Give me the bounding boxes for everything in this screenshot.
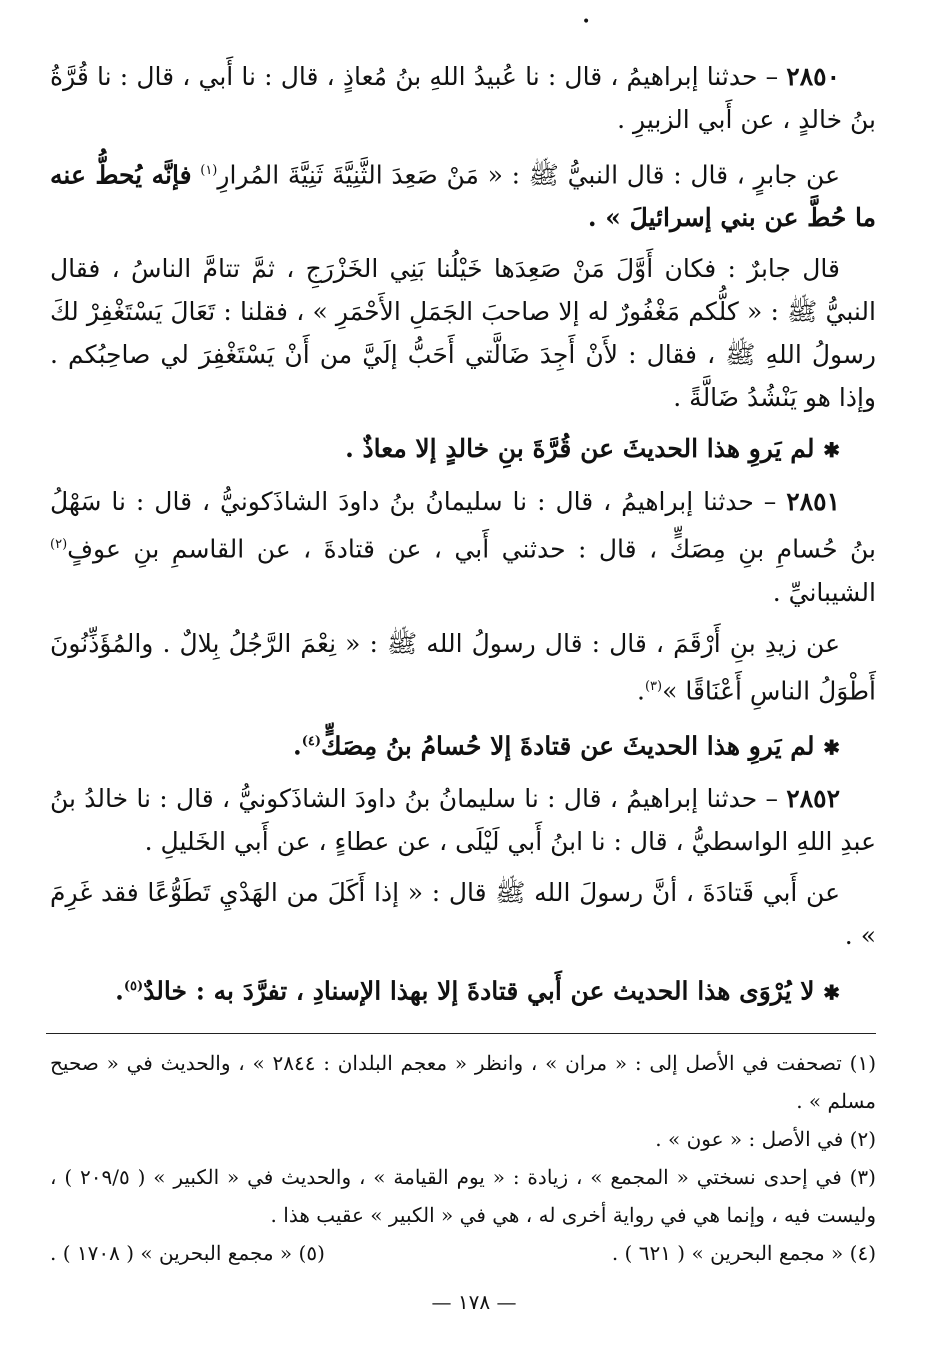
hadith-2850-text-1 [50, 149, 876, 239]
isnad-text: الشيبانيِّ . [772, 577, 876, 607]
note-text: لم يَروِ هذا الحديثَ عن قُرَّةَ بنِ خالدٍ إلا معاذٌ . [345, 434, 815, 464]
hadith-2852-chain [50, 777, 876, 863]
hadith-2851-note [50, 720, 876, 769]
footnote-ref[interactable]: (٤) [301, 733, 322, 749]
isnad-text: – حدثنا إبراهيمُ ، قال : نا عُبيدُ اللهِ بنُ مُعاذٍ ، قال : نا أَبي ، قال : نا قُرَّةُ بنُ خالدٍ ، عن أَبي الزبيرِ . [50, 62, 876, 134]
footnote-1: (١) تصحفت في الأصل إلى : « مران » ، وانظر « معجم البلدان : ٢٨٤٤ » ، والحديث في « صحيح مسلم » . [50, 1050, 876, 1113]
star-icon: ✱ [823, 980, 840, 1005]
matn-text: عن أَبي قَتادَةَ ، أنَّ رسولَ الله ﷺ قال : « إذا أَكَلَ من الهَدْيِ تَطَوُّعًا فقد غَرِمَ » . [50, 878, 876, 951]
footnote-ref[interactable]: (١) [200, 163, 218, 178]
footnote-row-4-5 [50, 1234, 876, 1272]
star-icon: ✱ [823, 735, 840, 760]
isnad-text: – حدثنا إبراهيمُ ، قال : نا سليمانُ بنُ داودَ الشاذَكونيُّ ، قال : نا سَهْلُ بنُ حُسامِ بنِ مِصَكٍّ ، قال : حدثني أَبي ، عن قتادةَ ، عن القاسمِ بنِ عوفٍ [50, 487, 876, 564]
hadith-number: ٢٨٥١ [786, 487, 840, 517]
hadith-number: ٢٨٥٠ [786, 62, 840, 91]
hadith-number: ٢٨٥٢ [786, 784, 840, 814]
page-number: — ١٧٨ — [431, 1290, 517, 1314]
hadith-2852-note [50, 965, 876, 1014]
footnote-divider [46, 1033, 876, 1034]
footnote-3: (٣) في إحدى نسختي « المجمع » ، زيادة : « يوم القيامة » ، والحديث في « الكبير » ( ٢٠٩/٥ ) ، وليست فيه ، وإنما هي في رواية أخرى له ، هي في « الكبير » عقيب هذا . [50, 1164, 876, 1227]
hadith-2851-text [50, 622, 876, 712]
footnote-ref[interactable]: (٣) [644, 678, 663, 694]
footnote-ref[interactable]: (٢) [50, 537, 68, 553]
footnote-ref[interactable]: (٥) [123, 979, 144, 995]
isnad-text: – حدثنا إبراهيمُ ، قال : نا سليمانُ بنُ داودَ الشاذَكونيُّ ، قال : نا خالدُ بنُ عبدِ اللهِ الواسطيُّ ، قال : نا ابنُ أَبي لَيْلَى ، عن عطاءٍ ، عن أَبي الخَليلِ . [50, 784, 876, 857]
matn-text: . [637, 675, 645, 705]
matn-text: عن جابرٍ ، قال : قال النبيُّ ﷺ : « مَنْ صَعِدَ الثَّنِيَّةَ ثَنِيَّةَ المُرارِ [217, 160, 840, 190]
note-text: . [115, 976, 124, 1006]
top-dot-mark: • [582, 14, 591, 30]
hadith-2851-chain [50, 480, 876, 613]
note-text: لا يُرْوَى هذا الحديث عن أَبي قتادةَ إلا بهذا الإسنادِ ، تفرَّدَ به : خالدٌ [143, 976, 815, 1006]
note-text: لم يَروِ هذا الحديثَ عن قتادةَ إلا حُسامُ بنُ مِصَكٍّ [321, 731, 815, 761]
star-icon: ✱ [823, 438, 840, 463]
matn-text: قال جابرٌ : فكان أَوَّلَ مَنْ صَعِدَها خَيْلُنا بَنِي الخَزْرَجِ ، ثمَّ تتامَّ الناسُ ، فقال النبيُّ ﷺ : « كلُّكم مَغْفُورٌ له إلا صاحبَ الجَمَلِ الأَحْمَرِ » ، فقلنا : تَعَالَ يَسْتَغْفِرْ لكَ رسولُ اللهِ ﷺ ، فقال : لأَنْ أَجِدَ ضَالَّتي أَحَبُّ إلَيَّ من أَنْ يَسْتَغْفِرَ لي صاحِبُكم . وإذا هو يَنْشُدُ ضَالَّةً . [50, 254, 876, 413]
hadith-2850-chain [50, 55, 876, 141]
hadith-2850-note [50, 427, 876, 472]
footnotes [50, 1044, 876, 1272]
matn-text: فإنَّه يُحطُّ عنه ما حُطَّ عن بني إسرائيلَ » . [50, 160, 876, 233]
footnote-2: (٢) في الأصل : « عون » . [655, 1126, 876, 1151]
note-text: . [293, 731, 302, 761]
footnote-5: (٥) « مجمع البحرين » ( ١٧٠٨ ) . [50, 1240, 325, 1265]
hadith-2852-text [50, 871, 876, 957]
matn-text: عن زيدِ بنِ أَرْقَمَ ، قال : قال رسولُ الله ﷺ : « نِعْمَ الرَّجُلُ بِلالٌ . والمُؤَذِّنُونَ أَطْوَلُ الناسِ أَعْنَاقًا » [50, 628, 876, 705]
footnote-4: (٤) « مجمع البحرين » ( ٦٢١ ) . [611, 1240, 876, 1265]
hadith-2850-text-2 [50, 247, 876, 419]
